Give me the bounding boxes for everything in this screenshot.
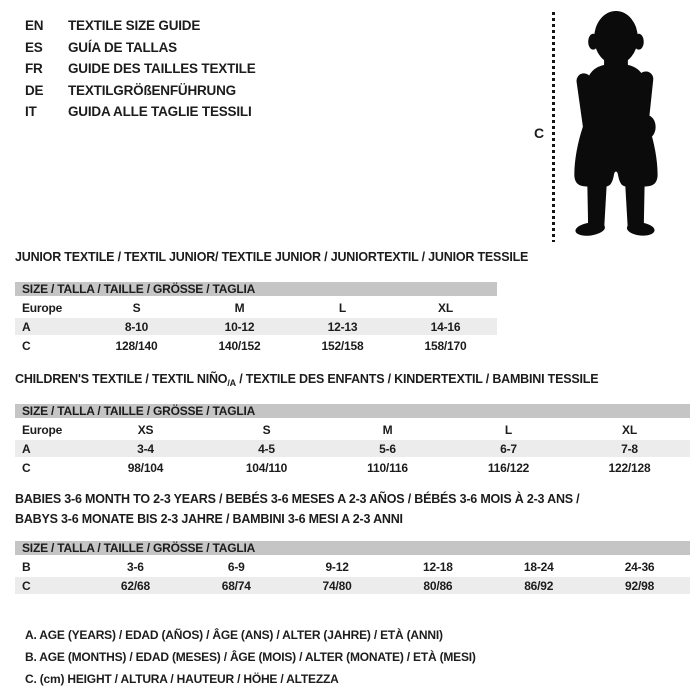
cell-value: 140/152: [218, 338, 261, 353]
table-row: [15, 557, 690, 576]
cell-value: L: [338, 300, 347, 315]
footnote-c: C. (cm) HEIGHT / ALTURA / HAUTEUR / HÖHE / ALTEZZA: [25, 672, 339, 686]
cell-value: M: [382, 422, 393, 437]
row-label: A: [22, 441, 31, 456]
table-row: [15, 576, 690, 595]
cell-value: 6-9: [227, 559, 245, 574]
row-label: Europe: [22, 300, 63, 315]
cell-value: 68/74: [221, 578, 251, 593]
cell-value: 10-12: [224, 319, 255, 334]
footnotes: [25, 624, 476, 690]
cell-value: 158/170: [424, 338, 467, 353]
baby-silhouette-icon: [562, 10, 662, 238]
language-code: ES: [25, 39, 43, 55]
junior-table: [15, 282, 497, 355]
cell-value: 12-18: [423, 559, 453, 574]
cell-value: 116/122: [487, 460, 530, 475]
cell-value: 9-12: [325, 559, 349, 574]
cell-value: 8-10: [124, 319, 149, 334]
row-label: A: [22, 319, 31, 334]
babies-table: [15, 541, 690, 595]
language-label: TEXTILE SIZE GUIDE: [68, 18, 201, 33]
cell-value: 4-5: [258, 441, 275, 456]
title-part: CHILDREN'S TEXTILE / TEXTIL NIÑO: [15, 372, 228, 386]
cell-value: 104/110: [245, 460, 288, 475]
babies-table-title-line1: BABIES 3-6 MONTH TO 2-3 YEARS / BEBÉS 3-6 MESES A 2-3 AÑOS / BÉBÉS 3-6 MOIS À 2-3 ANS /: [15, 492, 580, 506]
cell-value: 98/104: [127, 460, 164, 475]
language-row: [25, 58, 256, 80]
language-row: [25, 80, 256, 102]
cell-value: 5-6: [379, 441, 396, 456]
cell-value: 152/158: [321, 338, 364, 353]
cell-value: XS: [137, 422, 154, 437]
row-label: C: [22, 460, 31, 475]
language-code: EN: [25, 18, 44, 33]
language-row: [25, 101, 256, 123]
title-part: / TEXTILE DES ENFANTS / KINDERTEXTIL / BAMBINI TESSILE: [235, 372, 599, 386]
language-list: [25, 15, 256, 123]
cell-value: 128/140: [115, 338, 158, 353]
language-code: FR: [25, 61, 43, 76]
cell-value: 110/116: [367, 460, 408, 475]
row-label: B: [22, 559, 31, 574]
row-label: C: [22, 578, 31, 593]
row-label: Europe: [22, 422, 63, 437]
childrens-table-title: [15, 372, 598, 388]
height-measure-dashed-line: [552, 12, 555, 242]
cell-value: 3-6: [127, 559, 144, 574]
table-row: [15, 298, 497, 317]
cell-value: S: [132, 300, 141, 315]
cell-value: 3-4: [137, 441, 154, 456]
language-row: [25, 37, 256, 59]
size-header-bar: SIZE / TALLA / TAILLE / GRÖSSE / TAGLIA: [15, 282, 497, 298]
language-row: [25, 15, 256, 37]
table-row: [15, 336, 497, 355]
cell-value: 80/86: [423, 578, 453, 593]
cell-value: S: [262, 422, 271, 437]
height-measure-label: C: [534, 125, 545, 141]
cell-value: 86/92: [524, 578, 554, 593]
childrens-table: [15, 404, 690, 477]
cell-value: 62/68: [120, 578, 150, 593]
cell-value: XL: [622, 422, 637, 437]
size-header-bar: SIZE / TALLA / TAILLE / GRÖSSE / TAGLIA: [15, 404, 690, 420]
table-row: [15, 458, 690, 477]
cell-value: 92/98: [625, 578, 655, 593]
table-row: [15, 420, 690, 439]
cell-value: 7-8: [621, 441, 638, 456]
cell-value: M: [234, 300, 245, 315]
footnote-b: B. AGE (MONTHS) / EDAD (MESES) / ÂGE (MOIS) / ALTER (MONATE) / ETÀ (MESI): [25, 650, 476, 664]
row-label: C: [22, 338, 31, 353]
cell-value: 24-36: [624, 559, 655, 574]
language-label: GUÍA DE TALLAS: [68, 39, 177, 55]
babies-table-title-line2: BABYS 3-6 MONATE BIS 2-3 JAHRE / BAMBINI 3-6 MESI A 2-3 ANNI: [15, 512, 403, 526]
language-code: IT: [25, 104, 37, 119]
cell-value: L: [504, 422, 513, 437]
junior-table-title: JUNIOR TEXTILE / TEXTIL JUNIOR/ TEXTILE JUNIOR / JUNIORTEXTIL / JUNIOR TESSILE: [15, 250, 529, 264]
footnote-a: A. AGE (YEARS) / EDAD (AÑOS) / ÂGE (ANS) / ALTER (JAHRE) / ETÀ (ANNI): [25, 628, 443, 642]
cell-value: 18-24: [523, 559, 554, 574]
cell-value: 74/80: [322, 578, 352, 593]
language-label: GUIDA ALLE TAGLIE TESSILI: [68, 104, 252, 119]
table-row: [15, 439, 690, 458]
title-subscript: /A: [227, 378, 236, 388]
language-label: TEXTILGRÖßENFÜHRUNG: [68, 82, 236, 98]
cell-value: 6-7: [500, 441, 517, 456]
cell-value: 12-13: [327, 319, 358, 334]
table-row: [15, 317, 497, 336]
cell-value: 122/128: [608, 460, 651, 475]
language-code: DE: [25, 82, 44, 98]
language-label: GUIDE DES TAILLES TEXTILE: [68, 61, 256, 76]
cell-value: 14-16: [430, 319, 461, 334]
size-header-bar: SIZE / TALLA / TAILLE / GRÖSSE / TAGLIA: [15, 541, 690, 557]
cell-value: XL: [438, 300, 453, 315]
